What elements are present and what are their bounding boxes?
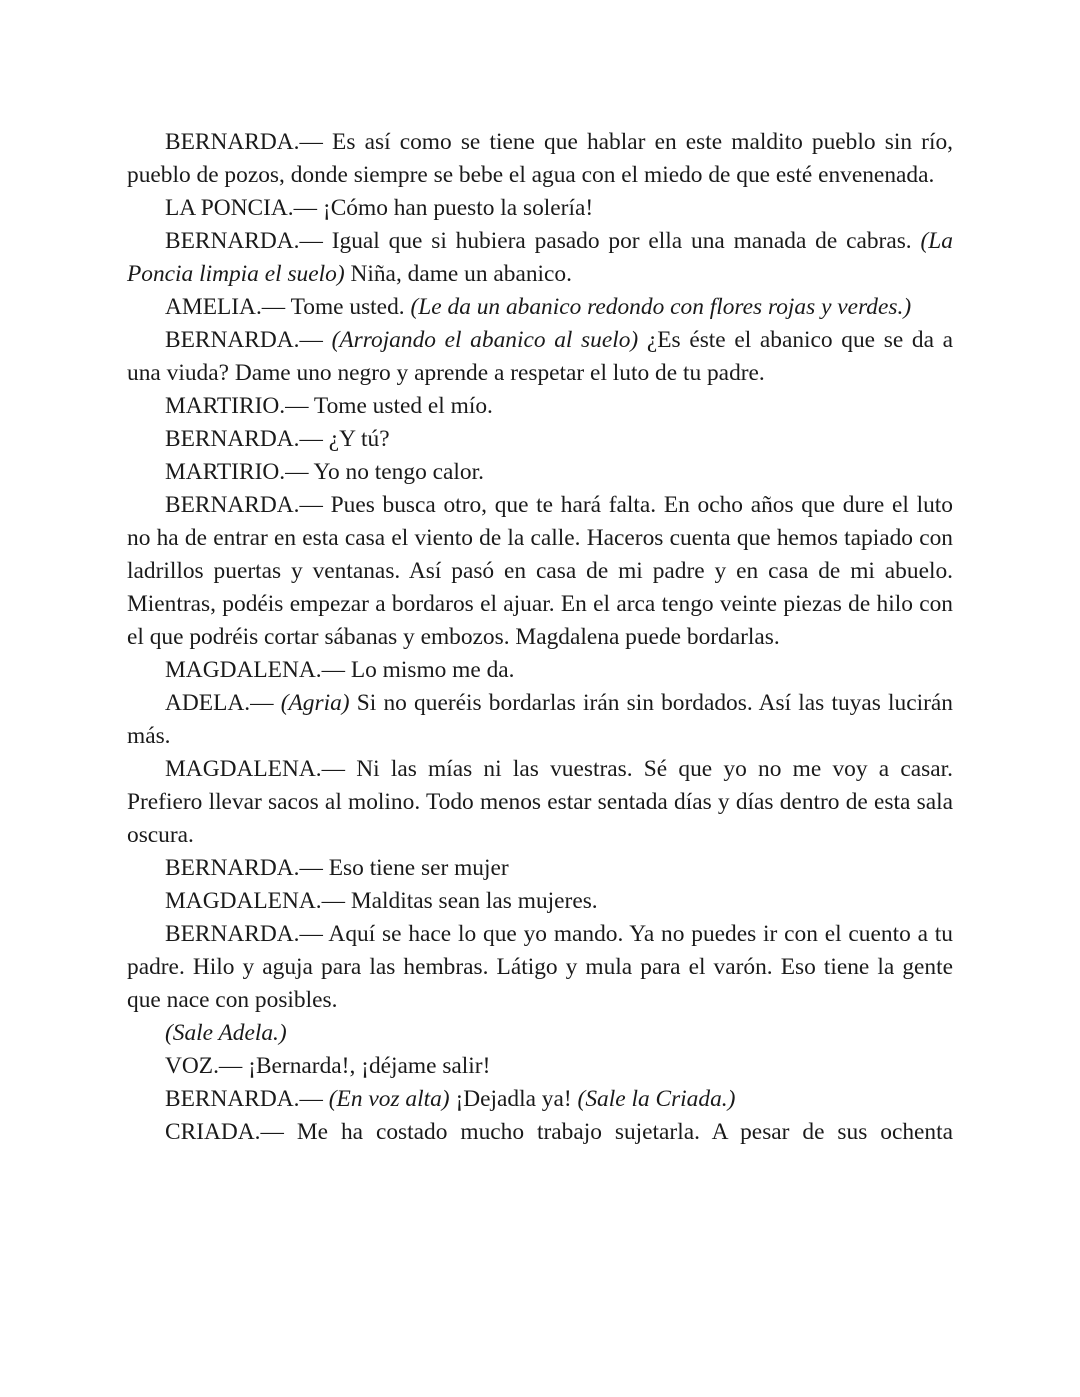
speaker-name: MARTIRIO.— [165, 393, 309, 419]
speaker-name: BERNARDA.— [165, 921, 323, 947]
speaker-name: BERNARDA.— [165, 228, 323, 254]
dialogue-line-bernarda [127, 852, 953, 885]
dialogue-line-bernarda [127, 126, 953, 192]
dialogue-line-bernarda [127, 918, 953, 1017]
dialogue-text: Eso tiene ser mujer [322, 855, 509, 881]
stage-direction: (En voz alta) [328, 1086, 450, 1112]
dialogue-text: ¿Y tú? [322, 426, 390, 452]
stage-direction: (Agria) [280, 690, 350, 716]
dialogue-text: Tome usted. [285, 294, 411, 320]
dialogue-line-martirio [127, 456, 953, 489]
dialogue-text: Yo no tengo calor. [308, 459, 484, 485]
speaker-name: BERNARDA.— [165, 492, 323, 518]
dialogue-text: Aquí se hace lo que yo mando. Ya no puedes ir con el cuento a tu padre. Hilo y aguja para las hembras. Látigo y mula para el varón. Eso tiene la gente que nace con posibles. [127, 921, 953, 1013]
dialogue-text: Me ha costado mucho trabajo sujetarla. A pesar de sus ochenta [283, 1119, 953, 1145]
dialogue-text: Ni las mías ni las vuestras. Sé que yo no me voy a casar. Prefiero llevar sacos al molino. Todo menos estar sentada días y días dentro de esta sala oscura. [127, 756, 953, 848]
dialogue-text: Malditas sean las mujeres. [344, 888, 598, 914]
dialogue-line-magdalena [127, 885, 953, 918]
speaker-name: AMELIA.— [165, 294, 286, 320]
stage-direction: (Arrojando el abanico al suelo) [331, 327, 639, 353]
stage-direction: (La Poncia limpia el suelo) [127, 228, 953, 287]
dialogue-line-magdalena [127, 654, 953, 687]
dialogue-line-magdalena [127, 753, 953, 852]
dialogue-text: Tome usted el mío. [308, 393, 493, 419]
dialogue-line-bernarda [127, 225, 953, 291]
dialogue-text: ¡Cómo han puesto la solería! [317, 195, 594, 221]
dialogue-line-bernarda [127, 489, 953, 654]
dialogue-line-voz [127, 1050, 953, 1083]
stage-direction: (Le da un abanico redondo con flores rojas y verdes.) [410, 294, 912, 320]
dialogue-line-bernarda [127, 423, 953, 456]
dialogue-line-amelia [127, 291, 953, 324]
speaker-name: ADELA.— [165, 690, 274, 716]
dialogue-text: Es así como se tiene que hablar en este maldito pueblo sin río, pueblo de pozos, donde siempre se bebe el agua con el miedo de que esté envenenada. [127, 129, 953, 188]
speaker-name: MAGDALENA.— [165, 888, 345, 914]
dialogue-text: Igual que si hubiera pasado por ella una manada de cabras. [322, 228, 921, 254]
dialogue-text: ¡Dejadla ya! [449, 1086, 578, 1112]
document-page [127, 126, 953, 1149]
stage-direction: (Sale la Criada.) [577, 1086, 736, 1112]
speaker-name: BERNARDA.— [165, 129, 323, 155]
speaker-name: BERNARDA.— [165, 327, 323, 353]
dialogue-line-bernarda [127, 1083, 953, 1116]
speaker-name: CRIADA.— [165, 1119, 284, 1145]
speaker-name: MARTIRIO.— [165, 459, 309, 485]
dialogue-line-la-poncia [127, 192, 953, 225]
dialogue-line-adela [127, 687, 953, 753]
dialogue-line-bernarda [127, 324, 953, 390]
speaker-name: BERNARDA.— [165, 1086, 323, 1112]
speaker-name: MAGDALENA.— [165, 657, 345, 683]
stage-direction-line [127, 1017, 953, 1050]
dialogue-line-criada [127, 1116, 953, 1149]
speaker-name: VOZ.— [165, 1053, 243, 1079]
dialogue-text: ¿Es éste el abanico que se da a una viuda? Dame uno negro y aprende a respetar el luto de tu padre. [127, 327, 953, 386]
dialogue-text [274, 690, 281, 716]
speaker-name: LA PONCIA.— [165, 195, 318, 221]
stage-direction: (Sale Adela.) [165, 1020, 287, 1046]
dialogue-line-martirio [127, 390, 953, 423]
speaker-name: BERNARDA.— [165, 426, 323, 452]
speaker-name: BERNARDA.— [165, 855, 323, 881]
dialogue-text: Lo mismo me da. [344, 657, 515, 683]
dialogue-text: Niña, dame un abanico. [344, 261, 572, 287]
dialogue-text: Si no queréis bordarlas irán sin bordados. Así las tuyas lucirán más. [127, 690, 953, 749]
dialogue-text: ¡Bernarda!, ¡déjame salir! [242, 1053, 491, 1079]
dialogue-text [323, 327, 332, 353]
speaker-name: MAGDALENA.— [165, 756, 345, 782]
dialogue-text: Pues busca otro, que te hará falta. En ocho años que dure el luto no ha de entrar en esta casa el viento de la calle. Haceros cuenta que hemos tapiado con ladrillos puertas y ventanas. Así pasó en casa de mi padre y en casa de mi abuelo. Mientras, podéis empezar a bordaros el ajuar. En el arca tengo veinte piezas de hilo con el que podréis cortar sábanas y embozos. Magdalena puede bordarlas. [127, 492, 953, 650]
